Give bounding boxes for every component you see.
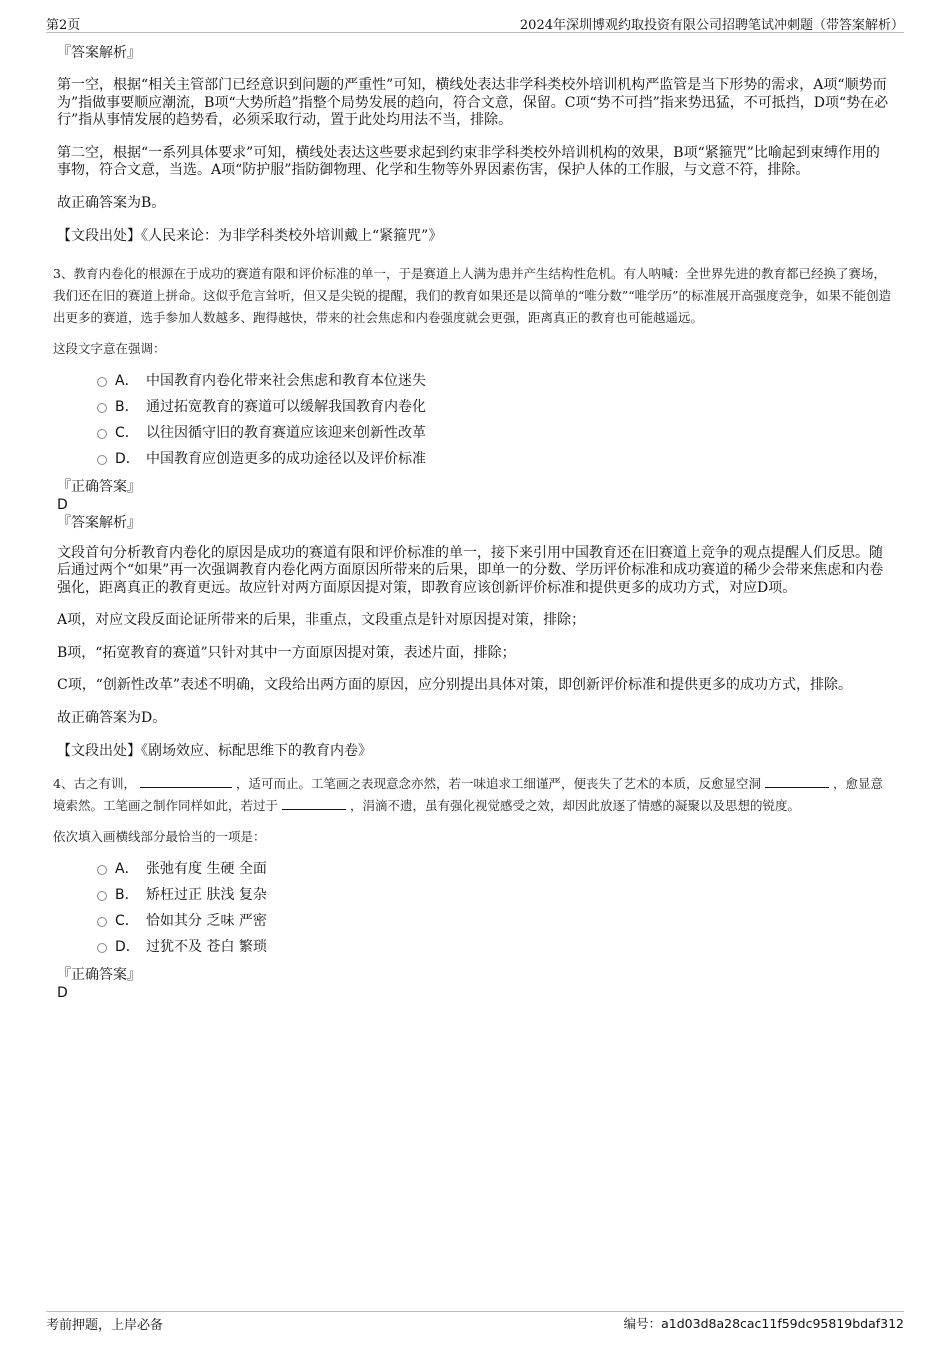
question-prompt: 这段文字意在强调：: [53, 340, 166, 356]
page-content: [53, 44, 893, 1002]
option-d[interactable]: [57, 446, 893, 472]
radio-icon[interactable]: [97, 403, 107, 413]
conclusion-text: 故正确答案为D。: [57, 709, 167, 726]
option-d[interactable]: [57, 934, 893, 960]
page-number: 第2页: [46, 18, 81, 33]
option-letter: C．: [115, 912, 139, 929]
option-letter: B．: [115, 886, 139, 903]
radio-icon[interactable]: [97, 429, 107, 439]
option-letter: D．: [115, 450, 140, 467]
document-code: 编号：a1d03d8a28cac11f59dc95819bdaf312: [623, 1316, 904, 1331]
question-3: [53, 263, 893, 472]
source-text: 【文段出处】《人民来论：为非学科类校外培训戴上“紧箍咒”》: [57, 228, 443, 244]
correct-answer: D: [57, 496, 68, 513]
fill-blank: [765, 774, 829, 788]
analysis-paragraph: C项，“创新性改革”表述不明确，文段给出两方面的原因，应分别提出具体对策，即创新评价标准和提供更多的成功方式，排除。: [57, 677, 853, 693]
option-b[interactable]: [57, 882, 893, 908]
radio-icon[interactable]: [97, 891, 107, 901]
footer-slogan: 考前押题，上岸必备: [46, 1318, 164, 1333]
option-text: 矫枉过正 肤浅 复杂: [146, 886, 267, 903]
radio-icon[interactable]: [97, 455, 107, 465]
answer-tag: 『正确答案』: [57, 478, 141, 495]
analysis-paragraph: B项，“拓宽教育的赛道”只针对其中一方面原因提对策，表述片面，排除；: [57, 644, 516, 661]
option-text: 中国教育内卷化带来社会焦虑和教育本位迷失: [146, 372, 426, 389]
stem-part: ，适可而止。工笔画之表现意念亦然，若一味追求工细谨严，便丧失了艺术的本质，反愈显空洞: [235, 775, 761, 791]
option-text: 恰如其分 乏味 严密: [146, 912, 267, 929]
option-a[interactable]: [57, 368, 893, 394]
options-list: [57, 856, 893, 960]
answer-tag: 『正确答案』: [57, 966, 141, 983]
option-letter: A．: [115, 860, 139, 877]
page-footer: [46, 1311, 904, 1334]
fill-blank: [282, 796, 346, 810]
correct-answer: D: [57, 984, 68, 1001]
question-4: [53, 773, 893, 960]
analysis-paragraph: A项，对应文段反面论证所带来的后果，非重点，文段重点是针对原因提对策，排除；: [57, 612, 586, 628]
question-stem: [53, 773, 893, 817]
document-title: 2024年深圳博观约取投资有限公司招聘笔试冲刺题（带答案解析）: [519, 18, 904, 33]
question-stem: 3、教育内卷化的根源在于成功的赛道有限和评价标准的单一，于是赛道上人满为患并产生结构性危机。有人呐喊：全世界先进的教育都已经换了赛场，我们还在旧的赛道上拼命。这似乎危言耸听，但又是尖锐的提醒，我们的教育如果还是以简单的“唯分数”“唯学历”的标准展开高强度竞争，如果不能创造出更多的赛道，选手参加人数越多、跑得越快，带来的社会焦虑和内卷强度就会更强，距离真正的教育也可能越遥远。: [53, 265, 892, 325]
analysis-tag: 『答案解析』: [57, 45, 141, 61]
conclusion-text: 故正确答案为B。: [57, 194, 166, 211]
stem-part: ，愈显意境索然。工笔画之制作同样如此，若过于: [53, 775, 883, 813]
page-header: [46, 12, 904, 33]
options-list: [57, 368, 893, 472]
analysis-paragraph: 第二空，根据“一系列具体要求”可知，横线处表达这些要求起到约束非学科类校外培训机构的效果，B项“紧箍咒”比喻起到束缚作用的事物，符合文意，当选。A项“防护服”指防御物理、化学和生物等外界因素伤害，保护人体的工作服，与文意不符，排除。: [57, 144, 880, 178]
option-text: 通过拓宽教育的赛道可以缓解我国教育内卷化: [146, 398, 426, 415]
question-prompt: 依次填入画横线部分最恰当的一项是：: [53, 828, 266, 844]
option-c[interactable]: [57, 908, 893, 934]
option-text: 以往因循守旧的教育赛道应该迎来创新性改革: [146, 424, 426, 441]
stem-part: ，涓滴不遗，虽有强化视觉感受之效，却因此放逐了情感的凝聚以及思想的锐度。: [350, 797, 801, 813]
source-text: 【文段出处】《剧场效应、标配思维下的教育内卷》: [57, 743, 372, 759]
radio-icon[interactable]: [97, 943, 107, 953]
option-letter: C．: [115, 424, 139, 441]
radio-icon[interactable]: [97, 377, 107, 387]
option-letter: A．: [115, 372, 139, 389]
radio-icon[interactable]: [97, 865, 107, 875]
analysis-tag: 『答案解析』: [57, 514, 141, 531]
fill-blank: [140, 774, 232, 788]
radio-icon[interactable]: [97, 917, 107, 927]
option-a[interactable]: [57, 856, 893, 882]
option-text: 过犹不及 苍白 繁琐: [146, 938, 267, 955]
option-text: 中国教育应创造更多的成功途径以及评价标准: [146, 450, 426, 467]
analysis-paragraph: 文段首句分析教育内卷化的原因是成功的赛道有限和评价标准的单一，接下来引用中国教育还在旧赛道上竞争的观点提醒人们反思。随后通过两个“如果”再一次强调教育内卷化两方面原因所带来的后果，即单一的分数、学历评价标准和成功赛道的稀少会带来焦虑和内卷强化，距离真正的教育更远。故应针对两方面原因提对策，即教育应该创新评价标准和提供更多的成功方式，对应D项。: [57, 544, 884, 596]
option-c[interactable]: [57, 420, 893, 446]
option-letter: B．: [115, 398, 139, 415]
option-text: 张弛有度 生硬 全面: [146, 860, 267, 877]
option-letter: D．: [115, 938, 140, 955]
option-b[interactable]: [57, 394, 893, 420]
stem-part: 4、古之有训，: [53, 775, 136, 791]
analysis-paragraph: 第一空，根据“相关主管部门已经意识到问题的严重性”可知，横线处表达非学科类校外培训机构严监管是当下形势的需求，A项“顺势而为”指做事要顺应潮流，B项“大势所趋”指整个局势发展的趋向，符合文意，保留。C项“势不可挡”指来势迅猛，不可抵挡，D项“势在必行”指从事情发展的趋势看，必须采取行动，置于此处均用法不当，排除。: [57, 77, 889, 128]
